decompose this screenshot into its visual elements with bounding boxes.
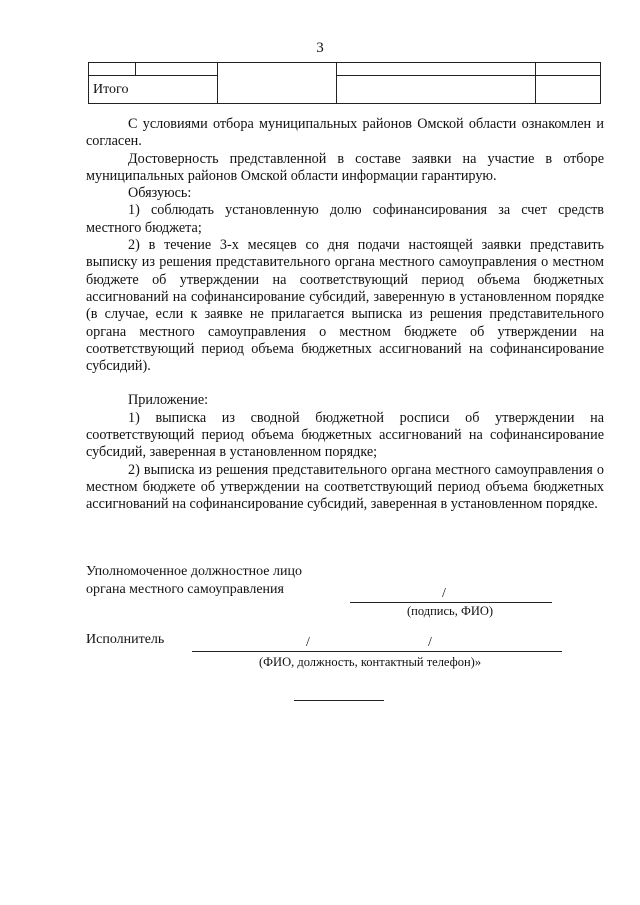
paragraph-appendix-heading: Приложение: xyxy=(128,392,209,409)
table-row xyxy=(89,63,601,76)
paragraph-reliability: Достоверность представленной в составе заявки на участие в отборе муниципальных районов Омской области информации гарантирую. xyxy=(86,150,604,184)
body-text xyxy=(86,116,604,514)
paragraph-conditions: С условиями отбора муниципальных районов Омской области ознакомлен и согласен. xyxy=(86,116,604,150)
table-cell xyxy=(89,63,136,76)
summary-table xyxy=(88,62,601,104)
total-row xyxy=(89,76,601,104)
table-cell xyxy=(536,76,601,104)
table-cell xyxy=(337,76,536,104)
executor-signature-line xyxy=(192,651,562,652)
official-slash: / xyxy=(442,586,446,601)
table-cell xyxy=(218,63,337,76)
official-title-line1: Уполномоченное должностное лицо xyxy=(86,564,302,579)
executor-caption: (ФИО, должность, контактный телефон)» xyxy=(259,655,482,669)
table-cell xyxy=(136,63,218,76)
paragraph-obligation-1: 1) соблюдать установленную долю софинансирования за счет средств местного бюджета; xyxy=(86,202,604,236)
page-number: 3 xyxy=(316,40,324,56)
official-signature-line xyxy=(350,602,552,603)
paragraph-appendix-1: 1) выписка из сводной бюджетной росписи об утверждении на соответствующий период объема бюджетных ассигнований на софинансирование субсидий, заверенная в установленном порядке; xyxy=(86,409,604,461)
table-cell xyxy=(337,63,536,76)
table-cell xyxy=(536,63,601,76)
executor-slash-2: / xyxy=(428,635,432,650)
official-caption: (подпись, ФИО) xyxy=(407,604,494,618)
paragraph-obligation-2: 2) в течение 3-х месяцев со дня подачи настоящей заявки представить выписку из решения представительного органа местного самоуправления о местном бюджете об утверждении на соответствующий период объема бюджетных ассигнований на софинансирование субсидий, заверенную в установленном порядке (в случае, если к заявке не прилагается выписка из решения представительного органа местного самоуправления о местном бюджете об утверждении на соответствующий период объема бюджетных ассигнований на софинансирование субсидий). xyxy=(86,237,604,375)
paragraph-obligations-heading: Обязуюсь: xyxy=(128,185,192,202)
paragraph-appendix-2: 2) выписка из решения представительного органа местного самоуправления о местном бюджете об утверждении на соответствующий период объема бюджетных ассигнований на софинансирование субсидий, заверенная в установленном порядке. xyxy=(86,461,604,513)
closing-rule xyxy=(294,700,384,701)
executor-slash-1: / xyxy=(306,635,310,650)
table-cell xyxy=(218,76,337,104)
official-title xyxy=(86,563,302,599)
executor-label: Исполнитель xyxy=(86,632,165,647)
total-label-cell: Итого xyxy=(89,76,218,104)
official-title-line2: органа местного самоуправления xyxy=(86,582,284,597)
